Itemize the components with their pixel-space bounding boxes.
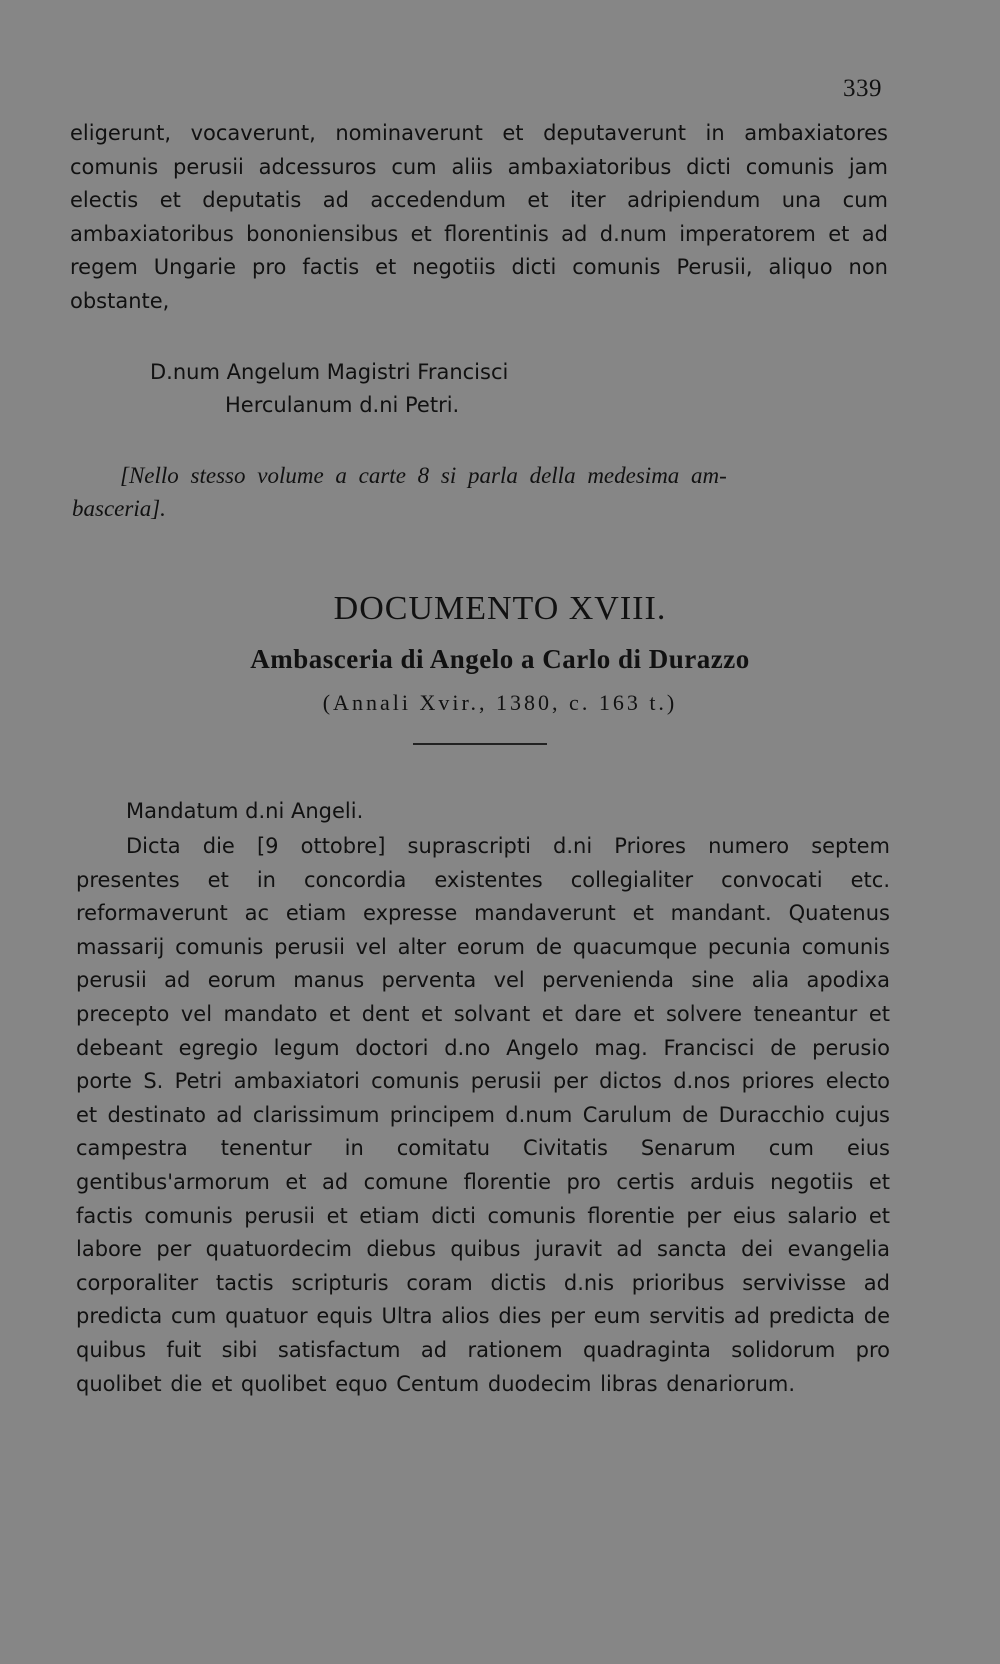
intro-paragraph: eligerunt, vocaverunt, nominaverunt et deputaverunt in ambaxiatores comunis perusii adcessuros cum aliis ambaxiatoribus dicti comunis jam electis et deputatis ad accedendum et iter adripiendum una cum ambaxiatoribus bononiensibus et florentinis ad d.num imperatorem et ad regem Ungarie pro factis et negotiis dicti comunis Perusii, aliquo non obstante, <box>70 121 888 313</box>
mandate-title: Mandatum d.ni Angeli. <box>126 799 364 823</box>
name-line-1: D.num Angelum Magistri Francisci <box>150 360 509 384</box>
name-line-2: Herculanum d.ni Petri. <box>225 393 460 417</box>
editor-note <box>72 459 888 525</box>
mandate-text: Dicta die [9 ottobre] suprascripti d.ni Priores numero septem presentes et in concordia existentes collegialiter convocati etc. reformaverunt ac etiam expresse mandaverunt et mandant. Quatenus massarij comunis perusii vel alter eorum de quacumque pecunia comunis perusii ad eorum manus perventa vel pervenienda sine alia apodixa precepto vel mandato et dent et solvant et dare et solvere teneantur et debeant egregio legum doctori d.no Angelo mag. Francisci de perusio porte S. Petri ambaxiatori comunis perusii per dictos d.nos priores electo et destinato ad clarissimum principem d.num Carulum de Duracchio cujus campestra tenentur in comitatu Civitatis Senarum cum eius gentibus'armorum et ad comune florentie pro certis arduis negotiis et factis comunis perusii et etiam dicti comunis florentie per eius salario et labore per quatuordecim diebus quibus juravit ad sancta dei evangelia corporaliter tactis scripturis coram dictis d.nis prioribus servivisse ad predicta cum quatuor equis Ultra alios dies per eum servitis ad predicta de quibus fuit sibi satisfactum ad rationem quadraginta solidorum pro quolibet die et quolibet equo Centum duodecim libras denariorum. <box>76 834 890 1396</box>
editor-note-line-1: [Nello stesso volume a carte 8 si parla della medesima am- <box>120 463 727 488</box>
document-heading: DOCUMENTO XVIII. <box>333 590 667 627</box>
names-block <box>150 356 508 422</box>
document-source: (Annali Xvir., 1380, c. 163 t.) <box>322 690 678 715</box>
editor-note-line-2: basceria]. <box>72 496 166 521</box>
divider-rule <box>413 743 547 745</box>
page-number: 339 <box>843 75 882 102</box>
document-subtitle: Ambasceria di Angelo a Carlo di Durazzo <box>250 644 750 674</box>
